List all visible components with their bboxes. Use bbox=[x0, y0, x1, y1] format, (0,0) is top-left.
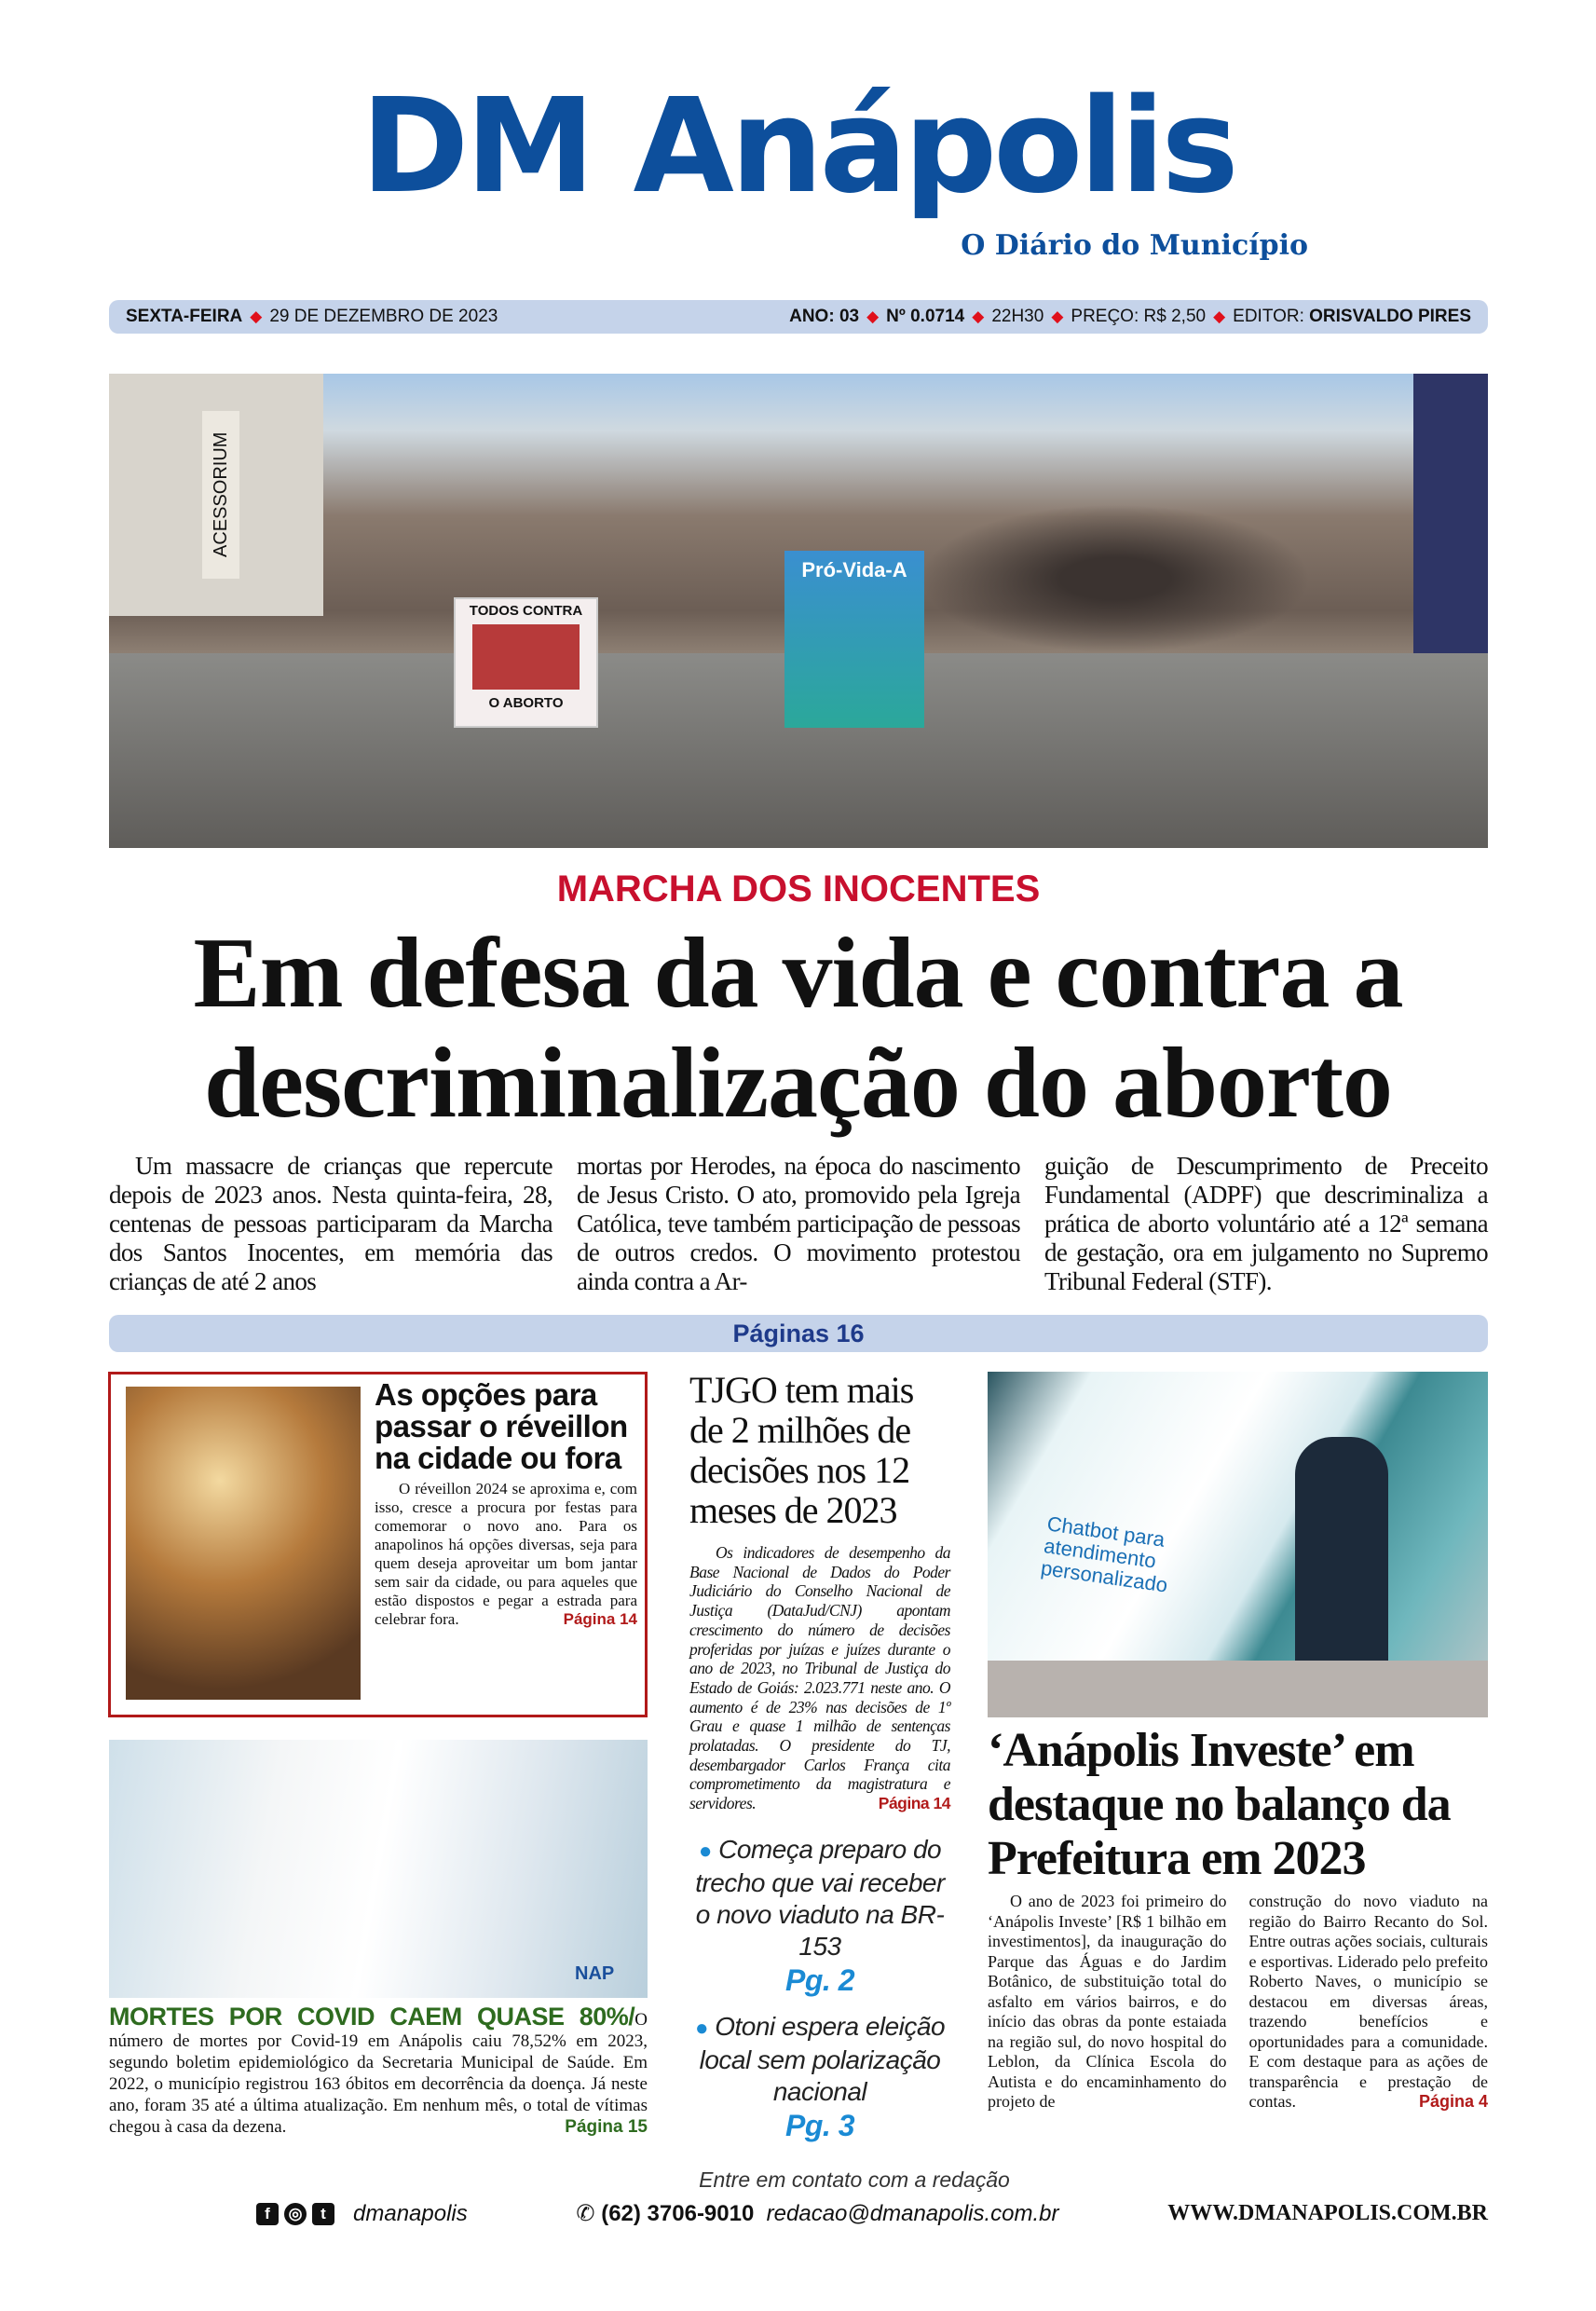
time: 22H30 bbox=[991, 307, 1044, 326]
reveillon-body bbox=[375, 1480, 637, 1629]
march-photo bbox=[109, 374, 1488, 848]
reveillon-page-ref[interactable]: Página 14 bbox=[563, 1610, 637, 1628]
diamond-icon: ◆ bbox=[866, 308, 880, 325]
lead-headline bbox=[56, 919, 1540, 1139]
covid-title: MORTES POR COVID CAEM QUASE 80%/ bbox=[109, 2003, 635, 2031]
lead-page-ref[interactable]: Páginas 16 bbox=[109, 1315, 1488, 1352]
issue-number: Nº 0.0714 bbox=[886, 307, 965, 326]
bullet-text: Otoni espera eleição local sem polarização nacional bbox=[699, 2011, 946, 2106]
edition-info-bar bbox=[109, 300, 1488, 334]
covid-body: O número de mortes por Covid-19 em Anápolis caiu 78,52% em 2023, segundo boletim epidemiológico da Secretaria Municipal de Saúde. Em 2022, o município registrou 163 óbitos em decorrência da doença. Já neste ano, foram 35 até a última atualização. Em nenhum mês, o total de vítimas chegou à casa da dezena. bbox=[109, 2010, 648, 2137]
website-link[interactable]: WWW.DMANAPOLIS.COM.BR bbox=[1167, 2201, 1488, 2225]
reveillon-title: As opções para passar o réveillon na cidade ou fora bbox=[375, 1377, 628, 1475]
screen-text: Chatbot para atendimento personalizado bbox=[1039, 1511, 1169, 1597]
year-label: ANO: bbox=[789, 307, 835, 326]
diamond-icon: ◆ bbox=[250, 308, 263, 325]
covid-test-photo bbox=[109, 1740, 648, 1998]
bullet-text: Começa preparo do trecho que vai receber o novo viaduto na BR-153 bbox=[695, 1834, 945, 1961]
investe-text: construção do novo viaduto na região do Bairro Recanto do Sol. Entre outras ações sociais, culturais e esportivas. Liderado pelo prefeito Roberto Naves, o município se destacou em diversas áreas, trazendo benefícios e oportunidades para a comunidade. E com destaque para as ações de transparência e prestação de contas. bbox=[1248, 1892, 1488, 2111]
lead-body-col: guição de Descumprimento de Preceito Fundamental (ADPF) que descriminaliza a prática de aborto voluntário até a 12ª semana de gestação, ora em julgamento no Supremo Tribunal Federal (STF). bbox=[1044, 1152, 1488, 1295]
investe-body bbox=[988, 1892, 1488, 2113]
whatsapp-icon: ✆ bbox=[576, 2201, 595, 2226]
reveillon-text: O réveillon 2024 se aproxima e, com isso, cresce a procura por festas para comemorar o novo ano. Para os anapolinos há opções diversas, seja para quem deseja aproveitar um bom jantar sem sair da cidade, ou para aqueles que estão dispostos e pegar a estrada para celebrar fora. bbox=[375, 1480, 637, 1628]
mayor-stage-photo bbox=[988, 1372, 1488, 1717]
masthead-tagline: O Diário do Município bbox=[961, 229, 1308, 262]
tjgo-body bbox=[689, 1543, 950, 1813]
issue-info bbox=[789, 307, 1471, 327]
diamond-icon: ◆ bbox=[972, 308, 985, 325]
headline-line: Em defesa da vida e contra a bbox=[193, 918, 1403, 1029]
investe-body-col: O ano de 2023 foi primeiro do ‘Anápolis Investe’ [R$ 1 bilhão em investimentos], da inauguração do Parque das Águas e do Jardim Botânico, de substituição total do asfalto em vários bairros, e do início das obras da ponte estaiada na região sul, do novo hospital do Leblon, da Clínica Escola do Autista e do encaminhamento do projeto de bbox=[988, 1892, 1227, 2111]
champagne-toast-photo bbox=[126, 1387, 361, 1700]
lead-body-col: Um massacre de crianças que repercute depois de 2023 anos. Nesta quinta-feira, 28, centenas de pessoas participaram da Marcha dos Santos Inocentes, em memória das crianças de até 2 anos bbox=[109, 1152, 552, 1295]
bullet-page-ref[interactable]: Pg. 2 bbox=[785, 1962, 854, 1997]
reveillon-story bbox=[375, 1379, 637, 1629]
bullet-page-ref[interactable]: Pg. 3 bbox=[785, 2108, 854, 2142]
social-links bbox=[256, 2201, 468, 2227]
twitter-icon[interactable]: t bbox=[312, 2203, 334, 2225]
covid-story bbox=[109, 2003, 648, 2138]
middle-column bbox=[689, 1370, 950, 2157]
price-label: PREÇO: bbox=[1071, 307, 1139, 326]
investe-page-ref[interactable]: Página 4 bbox=[1418, 2092, 1488, 2111]
weekday: SEXTA-FEIRA bbox=[126, 307, 243, 326]
price: R$ 2,50 bbox=[1143, 307, 1207, 326]
instagram-icon[interactable]: ◎ bbox=[284, 2203, 307, 2225]
contact-info bbox=[576, 2200, 1058, 2227]
banner-todos-contra bbox=[454, 597, 598, 728]
covid-page-ref[interactable]: Página 15 bbox=[565, 2117, 648, 2137]
date-info bbox=[126, 307, 498, 327]
footer bbox=[109, 2167, 1488, 2241]
bullet-item bbox=[689, 1834, 950, 1998]
lead-kicker: MARCHA DOS INOCENTES bbox=[556, 868, 1041, 909]
tjgo-page-ref[interactable]: Página 14 bbox=[878, 1794, 950, 1813]
contact-label: Entre em contato com a redação bbox=[699, 2167, 1010, 2192]
banner-text: TODOS CONTRA bbox=[469, 603, 583, 619]
investe-story bbox=[988, 1724, 1495, 2113]
footer-row bbox=[109, 2200, 1488, 2227]
social-handle[interactable]: dmanapolis bbox=[353, 2200, 468, 2226]
year: 03 bbox=[839, 307, 860, 326]
investe-title: ‘Anápolis Investe’ em destaque no balanço da Prefeitura em 2023 bbox=[988, 1724, 1451, 1885]
editor: ORISVALDO PIRES bbox=[1309, 307, 1471, 326]
phone[interactable]: (62) 3706-9010 bbox=[601, 2201, 755, 2226]
headline-line: descriminalização do aborto bbox=[204, 1028, 1392, 1139]
date: 29 DE DEZEMBRO DE 2023 bbox=[269, 307, 498, 326]
tjgo-text: Os indicadores de desempenho da Base Nacional de Dados do Poder Judiciário do Conselho Nacional de Justiça (DataJud/CNJ) apontam crescimento do número de decisões proferidas por juízas e juízes durante o ano de 2023, no Tribunal de Justiça do Estado de Goiás: 2.023.771 neste ano. O aumento é de 23% nas decisões de 1º Grau e quase 1 milhão de sentenças prolatadas. O presidente do TJ, desembargador Carlos França cita comprometimento da magistratura e servidores. bbox=[689, 1543, 950, 1813]
coat-logo: NAP bbox=[575, 1963, 615, 1984]
editor-label: EDITOR: bbox=[1233, 307, 1304, 326]
banner-text: O ABORTO bbox=[488, 695, 564, 711]
bullet-dot-icon: ● bbox=[698, 1838, 712, 1864]
facebook-icon[interactable]: f bbox=[256, 2203, 279, 2225]
bullet-dot-icon: ● bbox=[694, 2015, 708, 2041]
lead-body bbox=[109, 1152, 1488, 1296]
banner-pro-vida: Pró-Vida-A bbox=[784, 551, 924, 728]
diamond-icon: ◆ bbox=[1213, 308, 1226, 325]
investe-body-col bbox=[1249, 1892, 1489, 2113]
diamond-icon: ◆ bbox=[1051, 308, 1064, 325]
masthead-logo: DM Anápolis bbox=[361, 71, 1235, 223]
lead-body-col: mortas por Herodes, na época do nascimento de Jesus Cristo. O ato, promovido pela Igreja Católica, teve também participação de pessoas de outros credos. O movimento protestou ainda contra a Ar- bbox=[577, 1152, 1020, 1295]
store-sign: ACESSORIUM bbox=[202, 411, 239, 579]
tjgo-title: TJGO tem mais de 2 milhões de decisões nos 12 meses de 2023 bbox=[689, 1369, 914, 1531]
bullet-item bbox=[689, 2011, 950, 2143]
email-link[interactable]: redacao@dmanapolis.com.br bbox=[766, 2201, 1059, 2226]
